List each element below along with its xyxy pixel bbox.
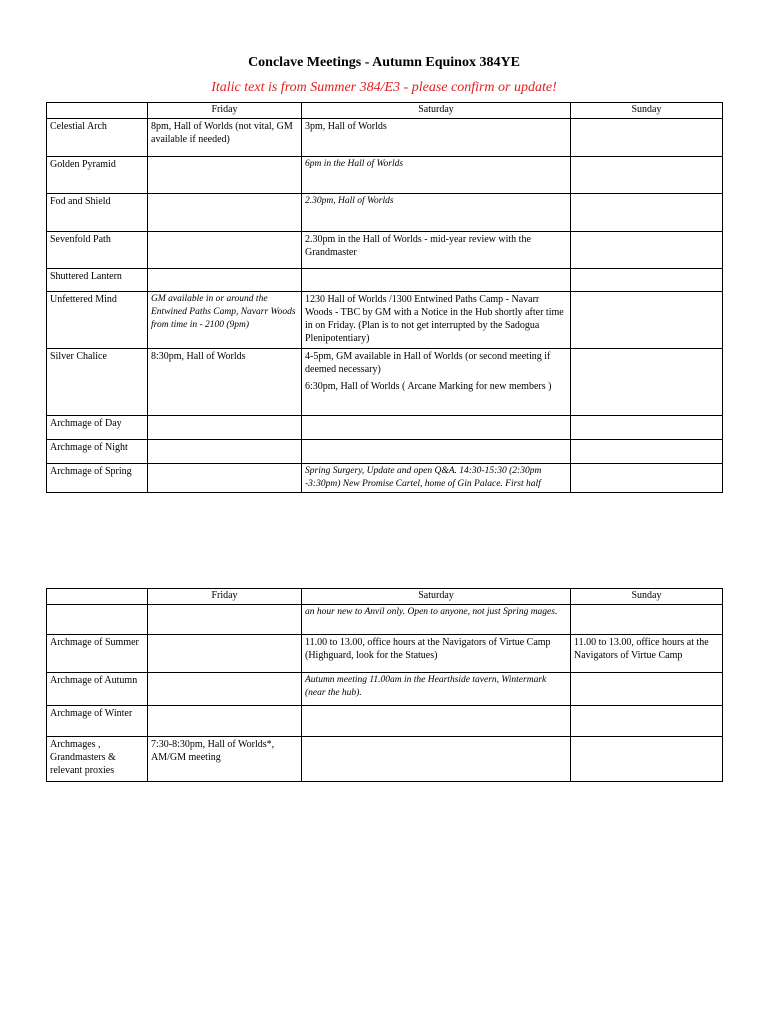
table-row — [47, 416, 723, 440]
cell-saturday — [302, 416, 571, 440]
cell-saturday — [302, 706, 571, 737]
row-label: Fod and Shield — [47, 194, 148, 232]
page-subtitle: Italic text is from Summer 384/E3 - please confirm or update! — [211, 80, 557, 95]
cell-friday — [148, 194, 302, 232]
row-label: Archmage of Night — [47, 440, 148, 464]
saturday-entry: 6:30pm, Hall of Worlds ( Arcane Marking for new members ) — [305, 381, 552, 392]
cell-sunday — [571, 194, 723, 232]
table-row — [47, 349, 723, 416]
row-label: Silver Chalice — [47, 349, 148, 416]
cell-sunday — [571, 269, 723, 292]
cell-sunday — [571, 349, 723, 416]
col-header-saturday: Saturday — [302, 103, 571, 119]
table-row — [47, 232, 723, 269]
corner-cell — [47, 103, 148, 119]
table-row — [47, 194, 723, 232]
cell-sunday — [571, 416, 723, 440]
cell-friday — [148, 416, 302, 440]
cell-saturday: 2.30pm, Hall of Worlds — [302, 194, 571, 232]
row-label: Archmage of Summer — [47, 635, 148, 673]
cell-saturday — [302, 349, 571, 416]
cell-friday — [148, 673, 302, 706]
table-row — [47, 635, 723, 673]
col-header-friday: Friday — [148, 103, 302, 119]
cell-friday — [148, 157, 302, 194]
cell-saturday: 1230 Hall of Worlds /1300 Entwined Paths Camp - Navarr Woods - TBC by GM with a Notice in the Hub shortly after time in on Friday. (Plan is to not get interrupted by the Sadogua Plenipotentiary) — [302, 292, 571, 349]
row-label — [47, 605, 148, 635]
row-label: Celestial Arch — [47, 119, 148, 157]
cell-sunday — [571, 292, 723, 349]
schedule-table-2 — [46, 588, 723, 782]
cell-friday: 8pm, Hall of Worlds (not vital, GM available if needed) — [148, 119, 302, 157]
cell-saturday: Autumn meeting 11.00am in the Hearthside tavern, Wintermark (near the hub). — [302, 673, 571, 706]
cell-friday — [148, 706, 302, 737]
saturday-entry: 4-5pm, GM available in Hall of Worlds (or second meeting if deemed necessary) — [305, 351, 551, 375]
cell-friday — [148, 232, 302, 269]
cell-friday — [148, 605, 302, 635]
corner-cell — [47, 589, 148, 605]
header-row — [47, 589, 723, 605]
cell-sunday: 11.00 to 13.00, office hours at the Navigators of Virtue Camp — [571, 635, 723, 673]
cell-saturday — [302, 440, 571, 464]
cell-sunday — [571, 673, 723, 706]
cell-sunday — [571, 119, 723, 157]
cell-friday — [148, 269, 302, 292]
table-row — [47, 737, 723, 782]
col-header-friday: Friday — [148, 589, 302, 605]
page-title: Conclave Meetings - Autumn Equinox 384YE — [248, 55, 520, 70]
cell-friday: 7:30-8:30pm, Hall of Worlds*, AM/GM meeting — [148, 737, 302, 782]
cell-sunday — [571, 157, 723, 194]
cell-saturday: 6pm in the Hall of Worlds — [302, 157, 571, 194]
cell-saturday: 2.30pm in the Hall of Worlds - mid-year review with the Grandmaster — [302, 232, 571, 269]
cell-sunday — [571, 706, 723, 737]
col-header-sunday: Sunday — [571, 589, 723, 605]
cell-saturday — [302, 737, 571, 782]
row-label: Shuttered Lantern — [47, 269, 148, 292]
row-label: Archmage of Day — [47, 416, 148, 440]
row-label: Archmage of Autumn — [47, 673, 148, 706]
cell-sunday — [571, 737, 723, 782]
row-label: Archmage of Spring — [47, 464, 148, 493]
cell-saturday: 11.00 to 13.00, office hours at the Navigators of Virtue Camp (Highguard, look for the Statues) — [302, 635, 571, 673]
table-row — [47, 673, 723, 706]
table-row — [47, 269, 723, 292]
table-row — [47, 292, 723, 349]
table-row — [47, 119, 723, 157]
col-header-sunday: Sunday — [571, 103, 723, 119]
cell-friday: GM available in or around the Entwined Paths Camp, Navarr Woods from time in - 2100 (9pm) — [148, 292, 302, 349]
col-header-saturday: Saturday — [302, 589, 571, 605]
cell-saturday: 3pm, Hall of Worlds — [302, 119, 571, 157]
cell-sunday — [571, 440, 723, 464]
cell-saturday: an hour new to Anvil only. Open to anyone, not just Spring mages. — [302, 605, 571, 635]
table-row — [47, 605, 723, 635]
schedule-table-1 — [46, 102, 723, 493]
cell-sunday — [571, 464, 723, 493]
cell-saturday: Spring Surgery, Update and open Q&A. 14:30-15:30 (2:30pm -3:30pm) New Promise Cartel, home of Gin Palace. First half — [302, 464, 571, 493]
table-row — [47, 440, 723, 464]
row-label: Golden Pyramid — [47, 157, 148, 194]
cell-sunday — [571, 605, 723, 635]
row-label: Archmage of Winter — [47, 706, 148, 737]
table-row — [47, 157, 723, 194]
row-label: Sevenfold Path — [47, 232, 148, 269]
cell-friday — [148, 635, 302, 673]
header-row — [47, 103, 723, 119]
cell-friday — [148, 464, 302, 493]
table-row — [47, 464, 723, 493]
row-label: Archmages , Grandmasters & relevant proxies — [47, 737, 148, 782]
row-label: Unfettered Mind — [47, 292, 148, 349]
cell-friday — [148, 440, 302, 464]
cell-friday: 8:30pm, Hall of Worlds — [148, 349, 302, 416]
cell-sunday — [571, 232, 723, 269]
cell-saturday — [302, 269, 571, 292]
table-row — [47, 706, 723, 737]
